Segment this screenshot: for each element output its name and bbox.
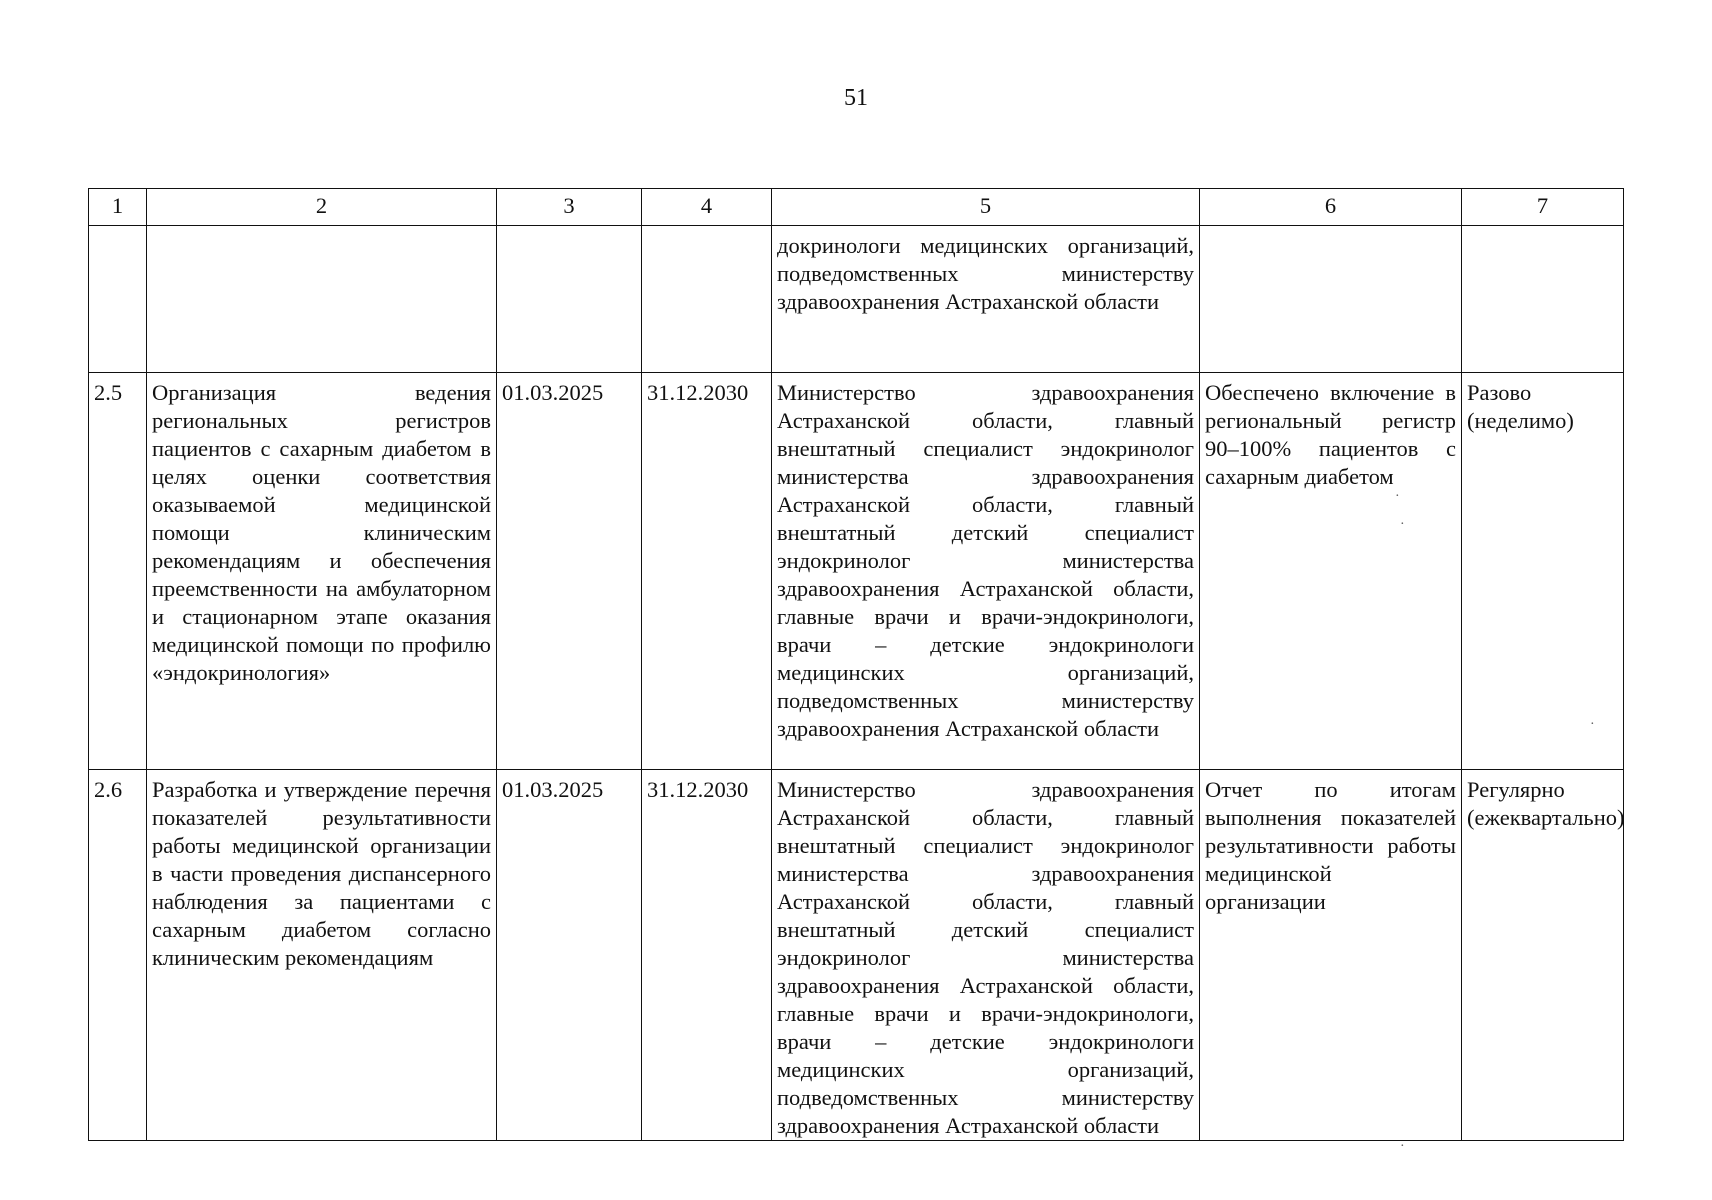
end-date-cell xyxy=(642,226,772,373)
responsible-cell: докринологи медицинских организаций, подведомственных министерству здравоохранения Астраханской области xyxy=(772,226,1200,373)
header-row xyxy=(89,189,1624,226)
result-cell: Обеспечено включение в региональный регистр 90–100% пациентов с сахарным диабетом xyxy=(1200,373,1462,770)
start-date-cell: 01.03.2025 xyxy=(497,373,642,770)
row-number: 2.5 xyxy=(89,373,147,770)
responsible-cell: Министерство здравоохранения Астраханской области, главный внештатный специалист эндокринолог министерства здравоохранения Астраханской области, главный внештатный детский специалист эндокринолог министерства здравоохранения Астраханской области, главные врачи и врачи-эндокринологи, врачи – детские эндокринологи медицинских организаций, подведомственных министерству здравоохранения Астраханской области xyxy=(772,770,1200,1141)
result-cell xyxy=(1200,226,1462,373)
table-row xyxy=(89,373,1624,770)
frequency-cell xyxy=(1462,226,1624,373)
frequency-cell: Разово (неделимо) xyxy=(1462,373,1624,770)
scan-speck: · xyxy=(1400,517,1405,532)
column-header-6: 6 xyxy=(1200,189,1462,226)
table-row-continuation xyxy=(89,226,1624,373)
column-header-3: 3 xyxy=(497,189,642,226)
activity-cell: Организация ведения региональных регистров пациентов с сахарным диабетом в целях оценки соответствия оказываемой медицинской помощи клиническим рекомендациям и обеспечения преемственности на амбулаторном и стационарном этапе оказания медицинской помощи по профилю «эндокринология» xyxy=(147,373,497,770)
plan-table xyxy=(88,188,1624,1141)
page-number: 51 xyxy=(844,85,868,111)
column-header-1: 1 xyxy=(89,189,147,226)
column-header-4: 4 xyxy=(642,189,772,226)
frequency-cell: Регулярно (ежеквартально) xyxy=(1462,770,1624,1141)
responsible-cell: Министерство здравоохранения Астраханской области, главный внештатный специалист эндокринолог министерства здравоохранения Астраханской области, главный внештатный детский специалист эндокринолог министерства здравоохранения Астраханской области, главные врачи и врачи-эндокринологи, врачи – детские эндокринологи медицинских организаций, подведомственных министерству здравоохранения Астраханской области xyxy=(772,373,1200,770)
row-number xyxy=(89,226,147,373)
row-number: 2.6 xyxy=(89,770,147,1141)
scan-speck: · xyxy=(1590,717,1595,732)
scan-speck: · xyxy=(1400,1139,1405,1154)
activity-cell: Разработка и утверждение перечня показателей результативности работы медицинской организации в части проведения диспансерного наблюдения за пациентами с сахарным диабетом согласно клиническим рекомендациям xyxy=(147,770,497,1141)
table-row xyxy=(89,770,1624,1141)
column-header-7: 7 xyxy=(1462,189,1624,226)
end-date-cell: 31.12.2030 xyxy=(642,770,772,1141)
result-cell: Отчет по итогам выполнения показателей результативности работы медицинской организации xyxy=(1200,770,1462,1141)
start-date-cell: 01.03.2025 xyxy=(497,770,642,1141)
end-date-cell: 31.12.2030 xyxy=(642,373,772,770)
column-header-2: 2 xyxy=(147,189,497,226)
column-header-5: 5 xyxy=(772,189,1200,226)
scan-speck: · xyxy=(1395,489,1400,504)
start-date-cell xyxy=(497,226,642,373)
activity-cell xyxy=(147,226,497,373)
